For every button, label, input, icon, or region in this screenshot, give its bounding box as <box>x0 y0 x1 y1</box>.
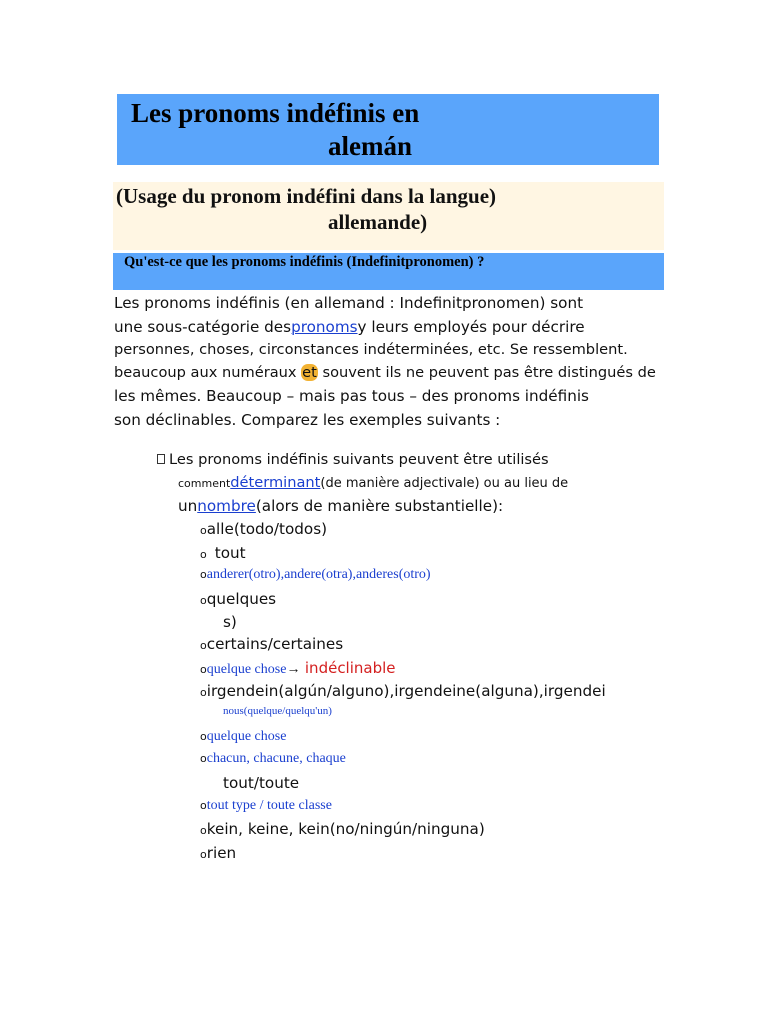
subtitle-line1: (Usage du pronom indéfini dans la langue) <box>116 184 497 208</box>
intro-line-2: commentdéterminant(de manière adjectivale) ou au lieu de <box>178 474 569 491</box>
list-item: o tout <box>200 544 246 562</box>
circle-bullet-icon: o <box>200 524 207 537</box>
paragraph-line-6: son déclinables. Comparez les exemples suivants : <box>114 411 501 429</box>
list-item-continuation: s) <box>223 613 237 631</box>
circle-bullet-icon: o <box>200 730 207 743</box>
list-item: ocertains/certaines <box>200 635 344 653</box>
list-item: oalle(todo/todos) <box>200 520 328 538</box>
circle-bullet-icon: o <box>200 568 207 581</box>
page-title-line2: alemán <box>328 131 412 161</box>
list-item: okein, keine, kein(no/ningún/ninguna) <box>200 820 485 838</box>
list-item: oquelque chose→ indéclinable <box>200 659 396 677</box>
circle-bullet-icon: o <box>200 639 207 652</box>
list-item: oirgendein(algún/alguno),irgendeine(alguna),irgendei <box>200 682 606 700</box>
question-banner <box>113 253 664 290</box>
paragraph-line-3: personnes, choses, circonstances indéterminées, etc. Se ressemblent. <box>114 341 628 358</box>
question-heading: Qu'est-ce que les pronoms indéfinis (Indefinitpronomen) ? <box>124 254 485 270</box>
circle-bullet-icon: o <box>200 848 207 861</box>
paragraph-line-5: les mêmes. Beaucoup – mais pas tous – des pronoms indéfinis <box>114 387 589 405</box>
nombre-link[interactable]: nombre <box>197 497 256 515</box>
title-banner <box>117 94 659 165</box>
paragraph-line-4: beaucoup aux numéraux et souvent ils ne peuvent pas être distingués de <box>114 364 656 381</box>
circle-bullet-icon: o <box>200 548 207 561</box>
intro-line-1: Les pronoms indéfinis suivants peuvent être utilisés <box>157 451 549 468</box>
list-item: orien <box>200 844 237 862</box>
page-title-line1: Les pronoms indéfinis en <box>131 98 420 128</box>
list-item: otout type / toute classe <box>200 798 332 813</box>
circle-bullet-icon: o <box>200 752 207 765</box>
list-item-continuation: nous(quelque/quelqu'un) <box>223 705 332 717</box>
checkbox-bullet-icon <box>157 454 165 464</box>
circle-bullet-icon: o <box>200 594 207 607</box>
list-item: oanderer(otro),andere(otra),anderes(otro) <box>200 567 431 582</box>
list-item: oquelque chose <box>200 729 287 744</box>
circle-bullet-icon: o <box>200 663 207 676</box>
intro-line-3: unnombre(alors de manière substantielle): <box>178 497 504 515</box>
subtitle-line2: allemande) <box>328 210 428 234</box>
circle-bullet-icon: o <box>200 824 207 837</box>
list-item-continuation: tout/toute <box>223 774 300 792</box>
pronoms-link[interactable]: pronoms <box>291 318 358 336</box>
list-item: oquelques <box>200 590 277 608</box>
subtitle-banner <box>113 182 664 250</box>
highlighted-word: et <box>302 364 317 381</box>
circle-bullet-icon: o <box>200 686 207 699</box>
paragraph-line-2: une sous-catégorie despronomsy leurs employés pour décrire <box>114 318 585 336</box>
arrow-icon: → <box>286 662 301 677</box>
determinant-link[interactable]: déterminant <box>230 474 321 491</box>
list-item: ochacun, chacune, chaque <box>200 751 346 766</box>
circle-bullet-icon: o <box>200 799 207 812</box>
paragraph-line-1: Les pronoms indéfinis (en allemand : Indefinitpronomen) sont <box>114 294 584 312</box>
